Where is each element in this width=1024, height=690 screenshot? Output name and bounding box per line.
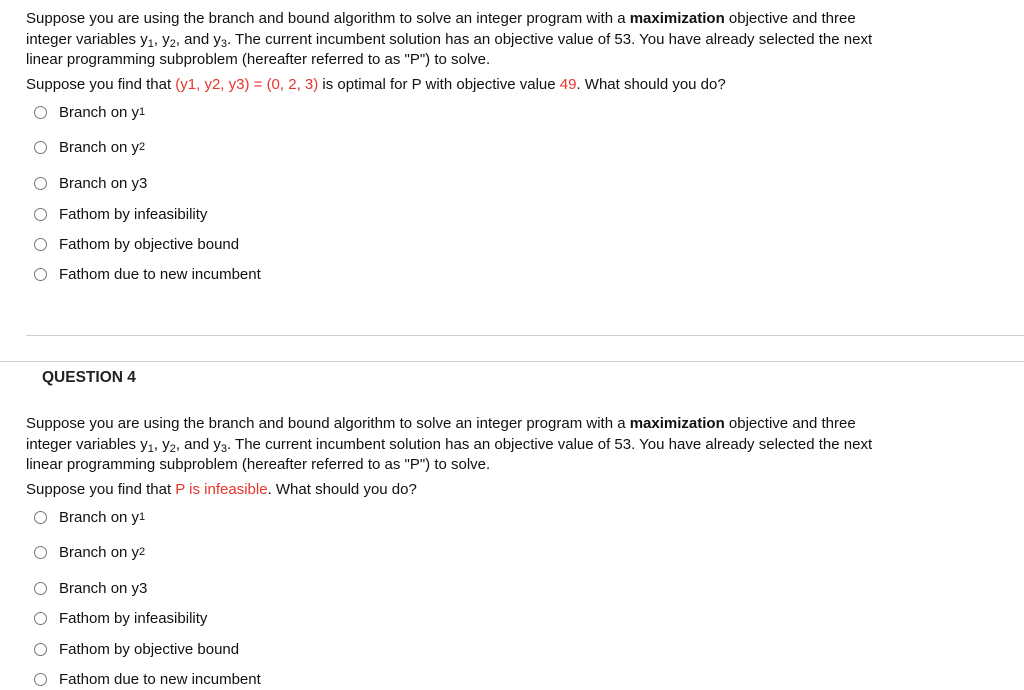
subscript: 1 bbox=[147, 37, 154, 50]
question-4-scenario bbox=[26, 480, 1011, 501]
option-label: Fathom by infeasibility bbox=[59, 609, 208, 627]
option-label: Fathom by objective bound bbox=[59, 640, 240, 658]
line2-text: integer variables y bbox=[26, 435, 148, 453]
option-label: Branch on y bbox=[59, 138, 140, 156]
option-label: Fathom by infeasibility bbox=[59, 205, 208, 223]
q4-option-fathom-objective-bound[interactable] bbox=[34, 638, 239, 660]
q3-option-fathom-new-incumbent[interactable] bbox=[34, 263, 261, 285]
radio-button[interactable] bbox=[34, 141, 47, 154]
intro-bold-text: maximization bbox=[629, 10, 725, 27]
option-label: Fathom by objective bound bbox=[59, 235, 240, 253]
question-4-intro bbox=[26, 414, 1011, 476]
line2-sep: , and y bbox=[175, 435, 221, 453]
q3-option-branch-y2[interactable]: Branch on y 2 bbox=[34, 136, 145, 158]
option-label: Branch on y bbox=[59, 543, 140, 561]
line2-text-end: . The current incumbent solution has an objective value of 53. You have already selected the next bbox=[226, 30, 873, 48]
line2-sep: , y bbox=[153, 435, 170, 453]
question-4-text bbox=[26, 414, 1011, 500]
q3-option-fathom-objective-bound[interactable] bbox=[34, 233, 239, 255]
option-label: Fathom due to new incumbent bbox=[59, 265, 261, 283]
intro-text: Suppose you are using the branch and bound algorithm to solve an integer program with a bbox=[26, 415, 630, 432]
radio-button[interactable] bbox=[34, 208, 47, 221]
q3-option-fathom-infeasibility[interactable] bbox=[34, 203, 207, 225]
q4-option-fathom-new-incumbent[interactable] bbox=[34, 668, 261, 690]
radio-button[interactable] bbox=[34, 546, 47, 559]
q3-option-branch-y1[interactable]: Branch on y 1 bbox=[34, 101, 145, 123]
scenario-text: . What should you do? bbox=[267, 480, 417, 498]
scenario-text: is optimal for P with objective value bbox=[318, 75, 560, 93]
option-label: Branch on y3 bbox=[59, 174, 148, 192]
radio-button[interactable] bbox=[34, 511, 47, 524]
scenario-text: Suppose you find that bbox=[26, 480, 176, 498]
divider bbox=[0, 361, 1024, 362]
question-3-intro bbox=[26, 9, 1011, 71]
radio-button[interactable] bbox=[34, 612, 47, 625]
option-label: Branch on y bbox=[59, 103, 140, 121]
q4-option-fathom-infeasibility[interactable] bbox=[34, 607, 207, 629]
scenario-highlight: 49 bbox=[559, 75, 577, 93]
scenario-text: . What should you do? bbox=[576, 75, 726, 93]
intro-text-end: objective and three bbox=[724, 415, 856, 432]
q4-option-branch-y2[interactable]: Branch on y 2 bbox=[34, 541, 145, 563]
line2-sep: , y bbox=[153, 30, 170, 48]
line3-text: linear programming subproblem (hereafter referred to as "P") to solve. bbox=[26, 456, 491, 473]
option-label: Fathom due to new incumbent bbox=[59, 670, 261, 688]
question-4-heading: QUESTION 4 bbox=[42, 369, 136, 386]
radio-button[interactable] bbox=[34, 238, 47, 251]
scenario-highlight: (y1, y2, y3) = (0, 2, 3) bbox=[175, 75, 319, 93]
q3-option-branch-y3[interactable] bbox=[34, 172, 147, 194]
question-3-scenario bbox=[26, 75, 1011, 96]
intro-text: Suppose you are using the branch and bound algorithm to solve an integer program with a bbox=[26, 10, 630, 27]
line2-sep: , and y bbox=[175, 30, 221, 48]
scenario-highlight: P is infeasible bbox=[175, 480, 268, 498]
subscript: 2 bbox=[169, 442, 176, 455]
q4-option-branch-y3[interactable] bbox=[34, 577, 147, 599]
line3-text: linear programming subproblem (hereafter referred to as "P") to solve. bbox=[26, 51, 491, 68]
line2-text-end: . The current incumbent solution has an objective value of 53. You have already selected the next bbox=[226, 435, 873, 453]
intro-text-end: objective and three bbox=[724, 10, 856, 27]
radio-button[interactable] bbox=[34, 673, 47, 686]
subscript: 3 bbox=[220, 37, 227, 50]
radio-button[interactable] bbox=[34, 106, 47, 119]
subscript: 1 bbox=[147, 442, 154, 455]
subscript: 2 bbox=[169, 37, 176, 50]
line2-text: integer variables y bbox=[26, 30, 148, 48]
option-label: Branch on y3 bbox=[59, 579, 148, 597]
radio-button[interactable] bbox=[34, 268, 47, 281]
radio-button[interactable] bbox=[34, 582, 47, 595]
question-3-text bbox=[26, 9, 1011, 95]
subscript: 3 bbox=[220, 442, 227, 455]
radio-button[interactable] bbox=[34, 643, 47, 656]
scenario-text: Suppose you find that bbox=[26, 75, 176, 93]
q4-option-branch-y1[interactable]: Branch on y 1 bbox=[34, 506, 145, 528]
radio-button[interactable] bbox=[34, 177, 47, 190]
intro-bold-text: maximization bbox=[629, 415, 725, 432]
divider bbox=[26, 335, 1024, 336]
option-label: Branch on y bbox=[59, 508, 140, 526]
